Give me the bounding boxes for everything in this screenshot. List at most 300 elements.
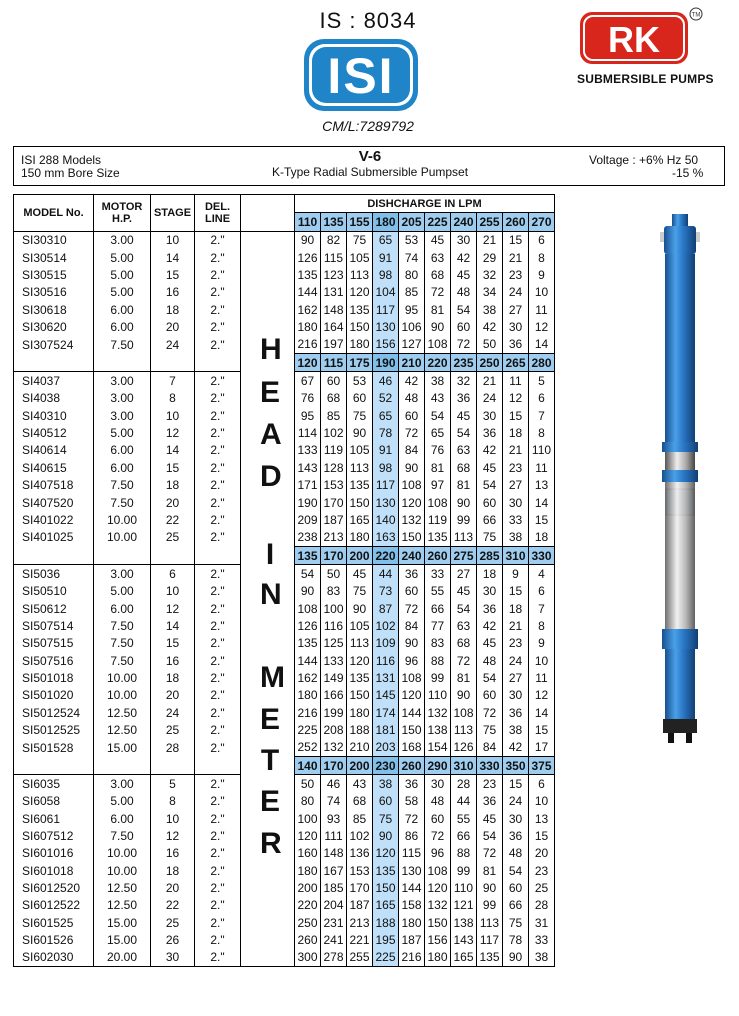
head-value: 132 [425, 897, 451, 914]
delivery-line: 2." [195, 879, 241, 896]
table-row [14, 231, 555, 249]
stage-count: 14 [151, 249, 195, 266]
head-value: 90 [347, 600, 373, 617]
head-value: 10 [529, 652, 555, 669]
head-value: 30 [451, 231, 477, 249]
delivery-line: 2." [195, 407, 241, 424]
head-value: 46 [321, 775, 347, 793]
head-value: 113 [451, 529, 477, 547]
head-value: 96 [425, 845, 451, 862]
head-value: 48 [477, 652, 503, 669]
head-value: 18 [503, 424, 529, 441]
head-value: 18 [503, 600, 529, 617]
head-value: 72 [399, 600, 425, 617]
model-number: SI40614 [14, 442, 94, 459]
head-label-letter: D [260, 460, 282, 493]
head-value: 150 [373, 879, 399, 896]
head-value: 33 [425, 565, 451, 583]
models-count: ISI 288 Models [21, 153, 102, 167]
head-value: 190 [295, 494, 321, 511]
head-value: 117 [477, 931, 503, 948]
head-value: 66 [451, 827, 477, 844]
group-spacer-cell [14, 757, 94, 775]
head-value: 300 [295, 949, 321, 967]
delivery-line: 2." [195, 810, 241, 827]
head-value: 17 [529, 739, 555, 757]
head-value: 76 [295, 390, 321, 407]
head-value: 15 [529, 827, 555, 844]
head-value: 75 [503, 914, 529, 931]
stage-count: 20 [151, 687, 195, 704]
motor-hp: 15.00 [94, 931, 151, 948]
motor-hp: 5.00 [94, 793, 151, 810]
head-value: 78 [503, 931, 529, 948]
head-value: 54 [477, 827, 503, 844]
stage-count: 20 [151, 879, 195, 896]
head-value: 150 [347, 494, 373, 511]
head-value: 13 [529, 810, 555, 827]
head-value: 81 [477, 862, 503, 879]
head-value: 156 [373, 336, 399, 354]
head-value: 225 [295, 721, 321, 738]
head-value: 15 [503, 775, 529, 793]
motor-hp: 15.00 [94, 914, 151, 931]
head-value: 187 [347, 897, 373, 914]
model-number: SI501528 [14, 739, 94, 757]
pump-type: K-Type Radial Submersible Pumpset [271, 165, 469, 179]
head-value: 85 [347, 810, 373, 827]
delivery-line: 2." [195, 231, 241, 249]
model-number: SI40512 [14, 424, 94, 441]
head-value: 86 [399, 827, 425, 844]
group-spacer-cell [94, 354, 151, 372]
motor-hp: 6.00 [94, 459, 151, 476]
head-value: 48 [399, 390, 425, 407]
head-value: 15 [529, 511, 555, 528]
head-value: 133 [321, 652, 347, 669]
head-value: 53 [399, 231, 425, 249]
isi-mark-text: ISI [327, 48, 395, 104]
head-value: 185 [321, 879, 347, 896]
head-value: 116 [321, 617, 347, 634]
info-right [589, 154, 703, 180]
table-row [14, 862, 555, 879]
head-value: 180 [295, 687, 321, 704]
head-value: 66 [425, 600, 451, 617]
delivery-line: 2." [195, 390, 241, 407]
head-label-letter: N [260, 578, 282, 611]
head-value: 63 [451, 442, 477, 459]
head-value: 21 [477, 231, 503, 249]
head-value: 278 [321, 949, 347, 967]
head-value: 9 [503, 565, 529, 583]
head-value: 65 [373, 231, 399, 249]
head-value: 5 [529, 372, 555, 390]
head-value: 135 [295, 266, 321, 283]
head-value: 45 [451, 407, 477, 424]
head-value: 44 [373, 565, 399, 583]
head-value: 30 [503, 687, 529, 704]
model-number: SI601016 [14, 845, 94, 862]
head-value: 23 [503, 266, 529, 283]
col-model-header: MODEL No. [14, 195, 94, 232]
head-value: 221 [347, 931, 373, 948]
model-number: SI40615 [14, 459, 94, 476]
head-value: 91 [373, 249, 399, 266]
discharge-value: 225 [425, 213, 451, 231]
table-row [14, 583, 555, 600]
group-spacer-cell [94, 546, 151, 564]
discharge-value: 200 [347, 546, 373, 564]
head-value: 15 [503, 231, 529, 249]
head-value: 180 [399, 914, 425, 931]
head-value: 114 [295, 424, 321, 441]
head-value: 55 [425, 583, 451, 600]
head-value: 74 [321, 793, 347, 810]
head-value: 90 [477, 879, 503, 896]
table-row [14, 617, 555, 634]
discharge-value: 110 [295, 213, 321, 231]
head-value: 74 [399, 249, 425, 266]
stage-count: 12 [151, 827, 195, 844]
model-number: SI4038 [14, 390, 94, 407]
head-value: 45 [425, 231, 451, 249]
discharge-value: 330 [529, 546, 555, 564]
head-value: 180 [425, 949, 451, 967]
table-row [14, 879, 555, 896]
table-row [14, 897, 555, 914]
head-value: 187 [399, 931, 425, 948]
head-value: 125 [321, 635, 347, 652]
head-value: 18 [477, 565, 503, 583]
head-value: 6 [529, 583, 555, 600]
head-value: 72 [425, 284, 451, 301]
head-label-column [241, 635, 295, 652]
head-value: 66 [477, 511, 503, 528]
head-value: 81 [425, 301, 451, 318]
head-value: 204 [321, 897, 347, 914]
head-value: 165 [347, 511, 373, 528]
head-value: 110 [529, 442, 555, 459]
head-value: 90 [295, 231, 321, 249]
head-value: 153 [347, 862, 373, 879]
head-value: 60 [477, 687, 503, 704]
discharge-value: 275 [451, 546, 477, 564]
table-row [14, 301, 555, 318]
head-value: 50 [295, 775, 321, 793]
discharge-value: 170 [321, 757, 347, 775]
head-label-column [241, 511, 295, 528]
discharge-value: 115 [321, 354, 347, 372]
table-row [14, 810, 555, 827]
delivery-line: 2." [195, 442, 241, 459]
delivery-line: 2." [195, 845, 241, 862]
head-value: 132 [425, 704, 451, 721]
head-value: 20 [529, 845, 555, 862]
discharge-value: 170 [321, 546, 347, 564]
stage-count: 30 [151, 949, 195, 967]
head-value: 108 [425, 862, 451, 879]
delivery-line: 2." [195, 372, 241, 390]
delivery-line: 2." [195, 336, 241, 354]
head-value: 170 [347, 879, 373, 896]
rk-logo-text: RK [608, 19, 660, 60]
head-value: 42 [477, 318, 503, 335]
discharge-value: 220 [373, 546, 399, 564]
model-number: SI5012524 [14, 704, 94, 721]
model-number: SI307524 [14, 336, 94, 354]
head-value: 60 [399, 407, 425, 424]
table-row [14, 494, 555, 511]
head-value: 72 [477, 845, 503, 862]
head-value: 140 [373, 511, 399, 528]
motor-hp: 6.00 [94, 600, 151, 617]
discharge-value: 290 [425, 757, 451, 775]
head-value: 100 [295, 810, 321, 827]
stage-count: 5 [151, 775, 195, 793]
group-spacer-cell [151, 546, 195, 564]
head-value: 123 [321, 266, 347, 283]
head-value: 54 [477, 669, 503, 686]
head-value: 156 [425, 931, 451, 948]
head-value: 43 [425, 390, 451, 407]
head-value: 108 [451, 704, 477, 721]
head-label-column [241, 862, 295, 879]
model-number: SI601018 [14, 862, 94, 879]
head-value: 150 [347, 687, 373, 704]
stage-count: 10 [151, 407, 195, 424]
motor-hp: 3.00 [94, 390, 151, 407]
discharge-value: 330 [477, 757, 503, 775]
head-value: 180 [295, 862, 321, 879]
delivery-line: 2." [195, 477, 241, 494]
head-value: 110 [425, 687, 451, 704]
head-value: 50 [477, 336, 503, 354]
head-label-column [241, 914, 295, 931]
head-value: 36 [503, 336, 529, 354]
model-number: SI6012520 [14, 879, 94, 896]
motor-hp: 12.50 [94, 721, 151, 738]
head-value: 27 [451, 565, 477, 583]
head-value: 84 [399, 617, 425, 634]
head-value: 60 [503, 879, 529, 896]
table-row [14, 459, 555, 476]
head-value: 23 [503, 635, 529, 652]
head-value: 187 [321, 511, 347, 528]
head-value: 167 [321, 862, 347, 879]
head-value: 7 [529, 600, 555, 617]
head-value: 54 [451, 600, 477, 617]
head-value: 216 [399, 949, 425, 967]
discharge-value: 250 [477, 354, 503, 372]
head-value: 6 [529, 390, 555, 407]
head-value: 138 [451, 914, 477, 931]
head-value: 65 [373, 407, 399, 424]
table-row [14, 407, 555, 424]
model-number: SI6012522 [14, 897, 94, 914]
model-number: SI507514 [14, 617, 94, 634]
head-value: 90 [451, 494, 477, 511]
discharge-value: 230 [373, 757, 399, 775]
head-label-column [241, 284, 295, 301]
stage-count: 15 [151, 459, 195, 476]
head-value: 36 [503, 704, 529, 721]
head-value: 45 [477, 635, 503, 652]
head-value: 75 [347, 583, 373, 600]
head-value: 131 [321, 284, 347, 301]
head-value: 6 [529, 775, 555, 793]
model-number: SI30515 [14, 266, 94, 283]
head-value: 90 [425, 318, 451, 335]
stage-count: 7 [151, 372, 195, 390]
head-value: 99 [477, 897, 503, 914]
model-number: SI6035 [14, 775, 94, 793]
motor-hp: 10.00 [94, 862, 151, 879]
head-label-column [241, 931, 295, 948]
table-row [14, 704, 555, 721]
model-number: SI601525 [14, 914, 94, 931]
table-row [14, 845, 555, 862]
head-value: 115 [399, 845, 425, 862]
head-value: 90 [451, 687, 477, 704]
stage-count: 25 [151, 914, 195, 931]
head-value: 38 [373, 775, 399, 793]
head-value: 63 [425, 249, 451, 266]
head-value: 11 [529, 301, 555, 318]
head-value: 150 [399, 721, 425, 738]
table-row [14, 793, 555, 810]
trademark-mark: TM [691, 12, 701, 19]
head-value: 135 [347, 669, 373, 686]
head-value: 231 [321, 914, 347, 931]
head-value: 209 [295, 511, 321, 528]
delivery-line: 2." [195, 827, 241, 844]
head-value: 36 [503, 827, 529, 844]
head-value: 160 [295, 845, 321, 862]
head-value: 158 [399, 897, 425, 914]
model-number: SI401025 [14, 529, 94, 547]
head-label-column [241, 879, 295, 896]
head-value: 30 [425, 775, 451, 793]
discharge-value: 260 [503, 213, 529, 231]
head-value: 42 [477, 617, 503, 634]
head-value: 113 [451, 721, 477, 738]
head-value: 66 [503, 897, 529, 914]
motor-hp: 5.00 [94, 266, 151, 283]
head-value: 100 [321, 600, 347, 617]
head-value: 72 [477, 704, 503, 721]
model-number: SI4037 [14, 372, 94, 390]
stage-count: 22 [151, 511, 195, 528]
stage-count: 15 [151, 266, 195, 283]
head-value: 68 [451, 635, 477, 652]
table-row [14, 390, 555, 407]
stage-count: 28 [151, 739, 195, 757]
head-label-column [241, 494, 295, 511]
model-number: SI30620 [14, 318, 94, 335]
model-number: SI602030 [14, 949, 94, 967]
head-value: 32 [477, 266, 503, 283]
head-value: 14 [529, 704, 555, 721]
head-label-letter: I [265, 538, 275, 571]
head-value: 121 [451, 897, 477, 914]
head-value: 68 [451, 459, 477, 476]
head-value: 42 [503, 739, 529, 757]
head-value: 9 [529, 635, 555, 652]
discharge-value: 140 [295, 757, 321, 775]
head-value: 52 [373, 390, 399, 407]
head-value: 80 [399, 266, 425, 283]
motor-hp: 6.00 [94, 442, 151, 459]
head-value: 67 [295, 372, 321, 390]
delivery-line: 2." [195, 494, 241, 511]
head-value: 21 [503, 442, 529, 459]
head-value: 216 [295, 336, 321, 354]
head-value: 46 [373, 372, 399, 390]
table-row [14, 336, 555, 354]
motor-hp: 12.50 [94, 897, 151, 914]
head-value: 27 [503, 477, 529, 494]
head-value: 54 [295, 565, 321, 583]
col-stage-header: STAGE [151, 195, 195, 232]
stage-count: 12 [151, 600, 195, 617]
head-value: 7 [529, 407, 555, 424]
head-value: 145 [373, 687, 399, 704]
voltage-line-1: Voltage : +6% Hz 50 [589, 153, 699, 167]
stage-count: 20 [151, 318, 195, 335]
model-info-box [13, 146, 725, 186]
head-value: 54 [477, 477, 503, 494]
head-value: 23 [503, 459, 529, 476]
head-value: 113 [347, 459, 373, 476]
head-value: 32 [451, 372, 477, 390]
table-row [14, 739, 555, 757]
head-value: 45 [477, 810, 503, 827]
head-value: 55 [451, 810, 477, 827]
stage-count: 24 [151, 336, 195, 354]
head-value: 54 [503, 862, 529, 879]
head-value: 143 [295, 459, 321, 476]
head-value: 42 [451, 249, 477, 266]
head-value: 10 [529, 793, 555, 810]
rk-brand-logo [578, 6, 706, 72]
head-value: 15 [529, 721, 555, 738]
head-value: 45 [477, 459, 503, 476]
group-spacer-cell [151, 757, 195, 775]
discharge-value: 180 [373, 213, 399, 231]
head-value: 127 [399, 336, 425, 354]
delivery-line: 2." [195, 600, 241, 617]
motor-hp: 20.00 [94, 949, 151, 967]
delivery-line: 2." [195, 318, 241, 335]
head-value: 38 [425, 372, 451, 390]
submersible-pump-image [650, 214, 710, 744]
head-value: 195 [373, 931, 399, 948]
delivery-line: 2." [195, 949, 241, 967]
head-value: 88 [451, 845, 477, 862]
discharge-value: 235 [451, 354, 477, 372]
model-number: SI5036 [14, 565, 94, 583]
head-value: 76 [425, 442, 451, 459]
head-value: 132 [399, 511, 425, 528]
head-value: 225 [373, 949, 399, 967]
head-value: 135 [425, 529, 451, 547]
delivery-line: 2." [195, 635, 241, 652]
motor-hp: 10.00 [94, 845, 151, 862]
head-value: 60 [399, 583, 425, 600]
head-label-letter: E [260, 703, 281, 736]
head-value: 108 [399, 477, 425, 494]
